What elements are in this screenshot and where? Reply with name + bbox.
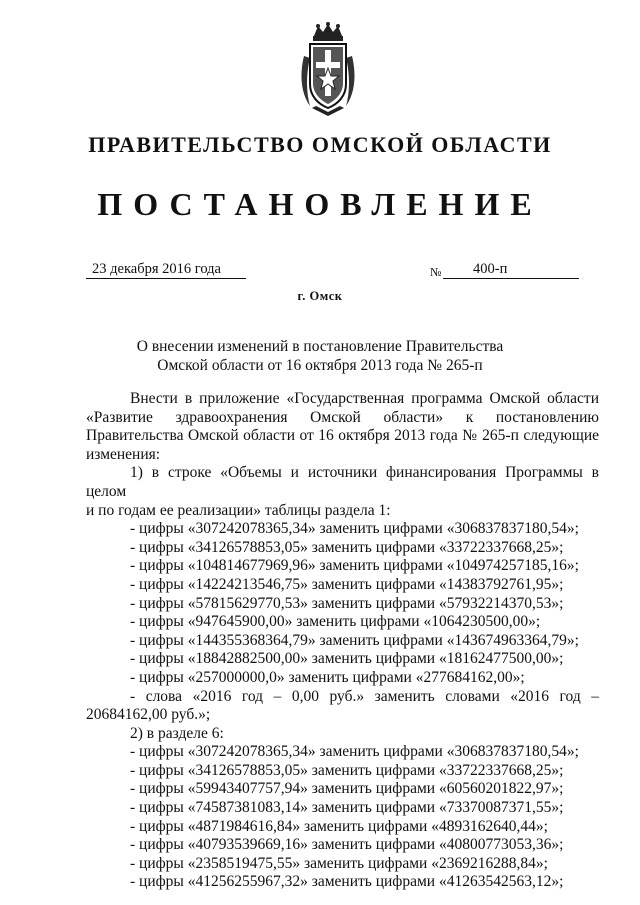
- item1-heading-line: 1) в строке «Объемы и источники финансирования Программы в целом: [86, 464, 599, 500]
- intro-line: изменения:: [86, 445, 161, 463]
- organization-title: ПРАВИТЕЛЬСТВО ОМСКОЙ ОБЛАСТИ: [88, 132, 552, 157]
- change-line: - цифры «104814677969,96» заменить цифрами «104974257185,16»;: [130, 557, 579, 575]
- document-date: 23 декабря 2016 года: [86, 260, 246, 279]
- document-type-title: ПОСТАНОВЛЕНИЕ: [97, 186, 543, 222]
- change-line: - цифры «34126578853,05» заменить цифрами «33722337668,25»;: [130, 761, 564, 779]
- change-line: - цифры «2358519475,55» заменить цифрами «2369216288,84»;: [130, 854, 548, 872]
- change-line: - слова «2016 год – 0,00 руб.» заменить словами «2016 год –: [130, 687, 599, 705]
- change-line: - цифры «947645900,00» заменить цифрами «1064230500,00»;: [130, 613, 541, 631]
- change-line: - цифры «257000000,0» заменить цифрами «277684162,00»;: [130, 668, 525, 686]
- coat-of-arms-emblem-icon: [298, 22, 358, 118]
- intro-line: Правительства Омской области от 16 октября 2013 года № 265-п следующие: [86, 427, 599, 445]
- change-line: - цифры «4871984616,84» заменить цифрами «4893162640,44»;: [130, 817, 548, 835]
- change-line: - цифры «59943407757,94» заменить цифрами «60560201822,97»;: [130, 780, 564, 798]
- change-line: - цифры «57815629770,53» заменить цифрами «57932214370,53»;: [130, 594, 564, 612]
- item2-heading: 2) в разделе 6:: [130, 724, 224, 742]
- change-line: - цифры «41256255967,32» заменить цифрами «41263542563,12»;: [130, 873, 564, 891]
- change-line: - цифры «18842882500,00» заменить цифрами «18162477500,00»;: [130, 650, 564, 668]
- document-subject: [0, 337, 640, 375]
- change-line: - цифры «74587381083,14» заменить цифрами «73370087371,55»;: [130, 799, 564, 817]
- document-body: [86, 390, 599, 892]
- subject-line: О внесении изменений в постановление Правительства: [136, 338, 504, 355]
- city: г. Омск: [297, 289, 343, 303]
- change-line: - цифры «144355368364,79» заменить цифрами «143674963364,79»;: [130, 631, 579, 649]
- subject-line: Омской области от 16 октября 2013 года № 265-п: [157, 357, 483, 374]
- intro-line: «Развитие здравоохранения Омской области» к постановлению: [86, 408, 599, 426]
- item1-heading-line: и по годам ее реализации» таблицы раздела 1:: [86, 501, 391, 519]
- change-line: - цифры «14224213546,75» заменить цифрами «14383792761,95»;: [130, 575, 564, 593]
- intro-line: Внести в приложение «Государственная программа Омской области: [130, 390, 599, 407]
- change-line: - цифры «307242078365,34» заменить цифрами «306837837180,54»;: [130, 743, 579, 761]
- number-label: №: [430, 265, 442, 279]
- change-line: - цифры «307242078365,34» заменить цифрами «306837837180,54»;: [130, 520, 579, 538]
- document-number: 400-п: [443, 260, 579, 279]
- change-line: - цифры «40793539669,16» заменить цифрами «40800773053,36»;: [130, 836, 564, 854]
- change-line: - цифры «34126578853,05» заменить цифрами «33722337668,25»;: [130, 538, 564, 556]
- change-line: 20684162,00 руб.»;: [86, 706, 211, 724]
